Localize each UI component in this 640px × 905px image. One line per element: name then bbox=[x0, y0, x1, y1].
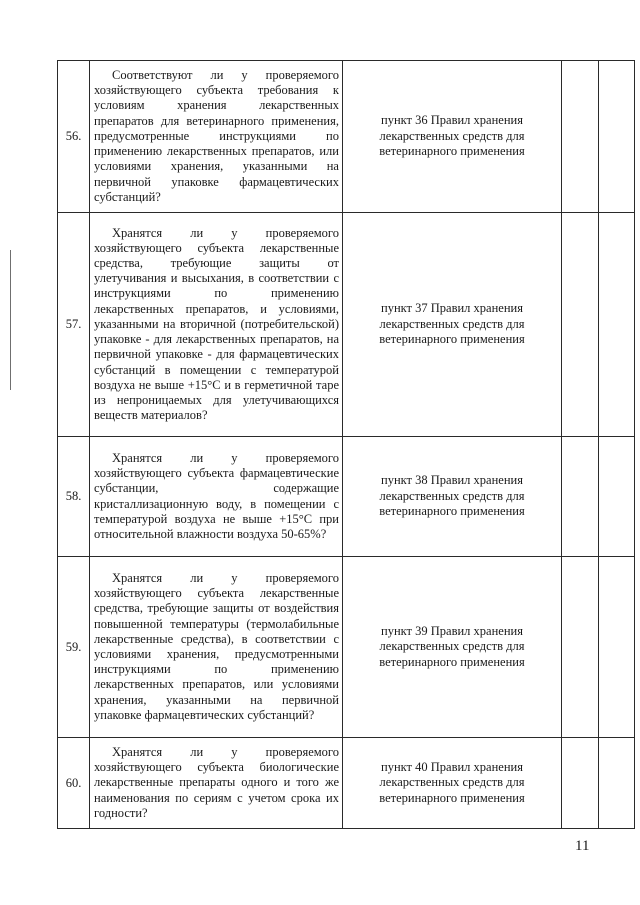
row-number: 60. bbox=[58, 738, 90, 829]
scan-edge-mark bbox=[10, 250, 11, 390]
reference-cell: пункт 38 Правил хранения лекарственных средств для ветеринарного применения bbox=[343, 437, 562, 557]
question-text: Хранятся ли у проверяемого хозяйствующего субъекта лекарственные средства, требующие защиты от воздействия повышенной температуры (термолабильные лекарственные средства), в соответствии с условиями хранения, предусмотренными инструкциями по применению лекарственных препаратов, или условиями хранения, указанными на первичной упаковке фармацевтических субстанций? bbox=[94, 570, 339, 722]
question-cell bbox=[90, 213, 343, 437]
page-number: 11 bbox=[575, 838, 590, 854]
note-cell bbox=[599, 213, 635, 437]
checklist-table bbox=[57, 60, 635, 829]
question-text: Хранятся ли у проверяемого хозяйствующего субъекта лекарственные средства, требующие защиты от улетучивания и высыхания, в соответствии с инструкциями по применению лекарственных препаратов, и условиями, указанными на вторичной (потребительской) упаковке - для лекарственных препаратов, на первичной упаковке - для фармацевтических субстанций в помещении с температурой воздуха не выше +15°С и в герметичной таре из непроницаемых для улетучивающихся веществ материалов? bbox=[94, 225, 339, 423]
note-cell bbox=[599, 738, 635, 829]
table-row bbox=[58, 437, 635, 557]
answer-cell bbox=[562, 213, 599, 437]
row-number: 59. bbox=[58, 557, 90, 738]
note-cell bbox=[599, 61, 635, 213]
reference-cell: пункт 40 Правил хранения лекарственных средств для ветеринарного применения bbox=[343, 738, 562, 829]
question-cell bbox=[90, 557, 343, 738]
row-number: 57. bbox=[58, 213, 90, 437]
table-row bbox=[58, 557, 635, 738]
question-cell bbox=[90, 738, 343, 829]
question-text: Хранятся ли у проверяемого хозяйствующего субъекта фармацевтические субстанции, содержащие кристаллизационную воду, в помещении с температурой воздуха не выше +15°С при относительной влажности воздуха 50-65%? bbox=[94, 450, 339, 541]
reference-cell: пункт 39 Правил хранения лекарственных средств для ветеринарного применения bbox=[343, 557, 562, 738]
note-cell bbox=[599, 557, 635, 738]
row-number: 56. bbox=[58, 61, 90, 213]
table-row bbox=[58, 213, 635, 437]
table-row bbox=[58, 738, 635, 829]
reference-cell: пункт 37 Правил хранения лекарственных средств для ветеринарного применения bbox=[343, 213, 562, 437]
table-row bbox=[58, 61, 635, 213]
reference-cell: пункт 36 Правил хранения лекарственных средств для ветеринарного применения bbox=[343, 61, 562, 213]
answer-cell bbox=[562, 61, 599, 213]
row-number: 58. bbox=[58, 437, 90, 557]
answer-cell bbox=[562, 437, 599, 557]
question-text: Хранятся ли у проверяемого хозяйствующего субъекта биологические лекарственные препараты одного и того же наименования по сериям с учетом срока их годности? bbox=[94, 744, 339, 820]
note-cell bbox=[599, 437, 635, 557]
question-cell bbox=[90, 437, 343, 557]
answer-cell bbox=[562, 738, 599, 829]
question-text: Соответствуют ли у проверяемого хозяйствующего субъекта требования к условиям хранения лекарственных препаратов для ветеринарного применения, предусмотренные инструкциями по применению лекарственных препаратов, или условиями хранения, указанными на первичной упаковке фармацевтических субстанций? bbox=[94, 68, 339, 204]
answer-cell bbox=[562, 557, 599, 738]
question-cell bbox=[90, 61, 343, 213]
